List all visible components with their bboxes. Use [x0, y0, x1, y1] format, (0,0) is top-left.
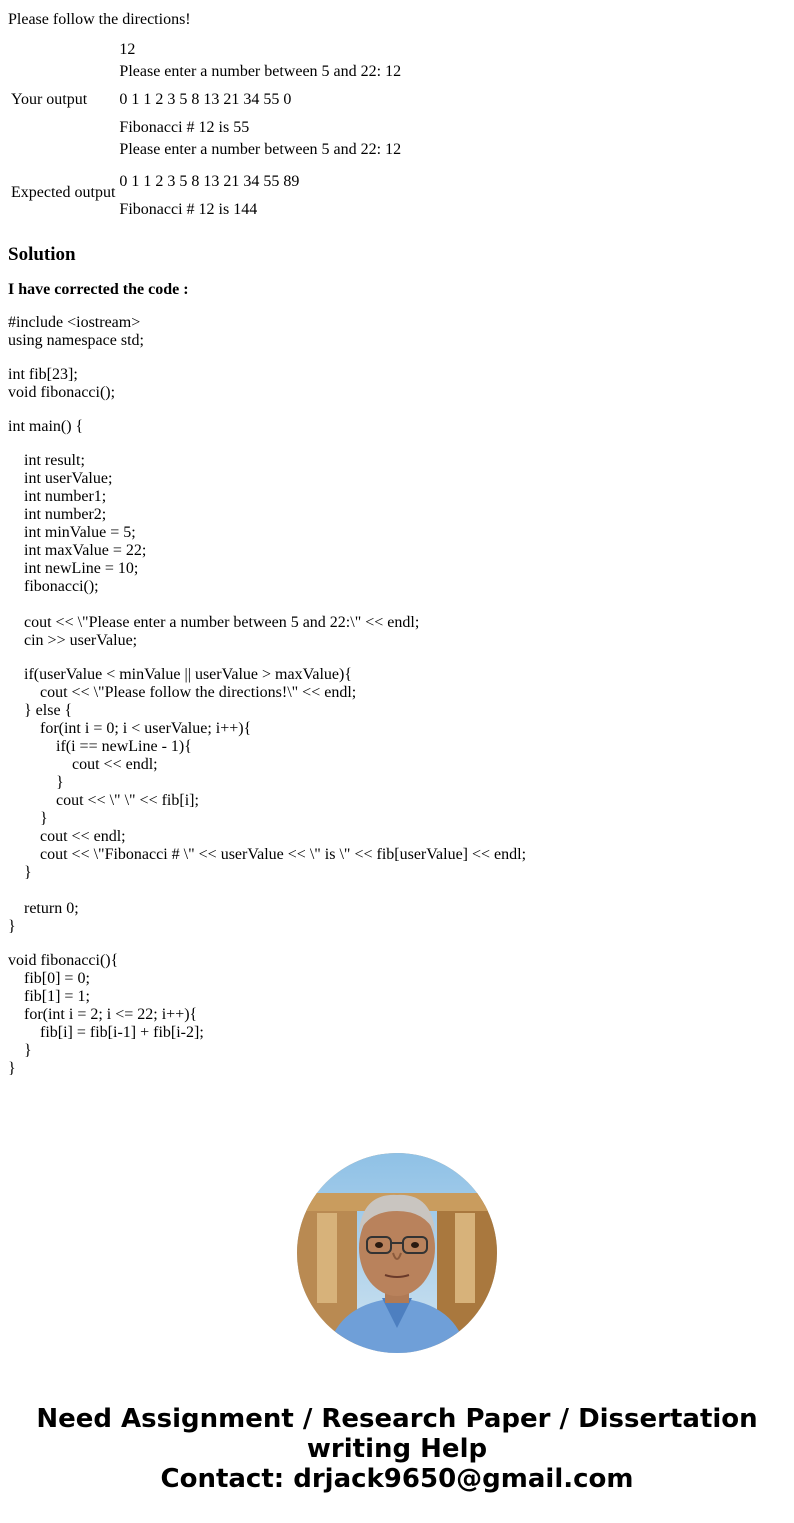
- code-line: void fibonacci();: [8, 384, 116, 401]
- code-block-gap: [8, 402, 786, 418]
- code-line: }: [8, 774, 64, 791]
- your-output-input-echo: 12: [119, 41, 136, 58]
- code-line: } else {: [8, 702, 73, 719]
- code-line: int maxValue = 22;: [8, 542, 147, 559]
- code-line: cout << endl;: [8, 828, 126, 845]
- expected-output-row: [10, 164, 402, 222]
- code-line: fib[1] = 1;: [8, 988, 90, 1005]
- your-output-prompt-2: Please enter a number between 5 and 22: 12: [119, 141, 402, 158]
- banner-contact-line: Contact: drjack9650@gmail.com: [160, 1464, 634, 1494]
- solution-heading: Solution: [8, 244, 76, 265]
- code-line: int userValue;: [8, 470, 113, 487]
- banner-line-1: Need Assignment / Research Paper / Dissertation: [36, 1404, 758, 1434]
- corrected-heading: I have corrected the code :: [8, 281, 189, 298]
- code-line: }: [8, 1042, 32, 1059]
- your-output-result: Fibonacci # 12 is 55: [119, 119, 250, 136]
- code-line: cout << \"Please enter a number between 5 and 22:\" << endl;: [8, 614, 420, 631]
- expected-output-cell: [118, 164, 402, 222]
- author-avatar: [297, 1153, 497, 1353]
- code-line: }: [8, 918, 16, 935]
- contact-banner: [0, 1404, 794, 1494]
- code-block-gap: [8, 650, 786, 666]
- code-line: int newLine = 10;: [8, 560, 139, 577]
- code-line: for(int i = 0; i < userValue; i++){: [8, 720, 252, 737]
- code-block-gap: [8, 936, 786, 952]
- code-line: cout << \"Please follow the directions!\" << endl;: [8, 684, 357, 701]
- code-line: using namespace std;: [8, 332, 144, 349]
- your-output-sequence: 0 1 1 2 3 5 8 13 21 34 55 0: [119, 91, 292, 108]
- code-line: [8, 882, 786, 900]
- code-listing: [8, 314, 786, 1078]
- code-line: fib[0] = 0;: [8, 970, 90, 987]
- expected-output-label: Expected output: [11, 184, 116, 201]
- expected-output-sequence: 0 1 1 2 3 5 8 13 21 34 55 89: [119, 173, 300, 190]
- code-line: cout << \" \" << fib[i];: [8, 792, 199, 809]
- code-line: for(int i = 2; i <= 22; i++){: [8, 1006, 198, 1023]
- code-line: fibonacci();: [8, 578, 99, 595]
- expected-output-result: Fibonacci # 12 is 144: [119, 201, 258, 218]
- code-block-gap: [8, 350, 786, 366]
- your-output-row: [10, 38, 402, 162]
- code-line: if(userValue < minValue || userValue > maxValue){: [8, 666, 353, 683]
- intro-text: Please follow the directions!: [8, 11, 191, 28]
- your-output-label: Your output: [11, 91, 88, 108]
- author-photo-icon: [297, 1153, 497, 1353]
- code-line: #include <iostream>: [8, 314, 141, 331]
- code-line: return 0;: [8, 900, 79, 917]
- code-line: int fib[23];: [8, 366, 78, 383]
- code-line: fib[i] = fib[i-1] + fib[i-2];: [8, 1024, 204, 1041]
- code-line: int result;: [8, 452, 85, 469]
- code-line: if(i == newLine - 1){: [8, 738, 192, 755]
- code-line: int main() {: [8, 418, 84, 435]
- code-line: }: [8, 1060, 16, 1077]
- page-content: [8, 0, 786, 1078]
- banner-line-2: writing Help: [306, 1434, 488, 1464]
- code-line: }: [8, 810, 48, 827]
- code-line: cout << endl;: [8, 756, 158, 773]
- code-line: int number2;: [8, 506, 107, 523]
- code-line: cin >> userValue;: [8, 632, 138, 649]
- code-line: [8, 596, 786, 614]
- code-block-gap: [8, 436, 786, 452]
- code-line: cout << \"Fibonacci # \" << userValue << \" is \" << fib[userValue] << endl;: [8, 846, 527, 863]
- output-comparison-table: [8, 36, 404, 224]
- your-output-prompt: Please enter a number between 5 and 22: 12: [119, 63, 402, 80]
- your-output-cell: [118, 38, 402, 162]
- code-line: int number1;: [8, 488, 107, 505]
- code-line: }: [8, 864, 32, 881]
- code-line: void fibonacci(){: [8, 952, 119, 969]
- code-line: int minValue = 5;: [8, 524, 136, 541]
